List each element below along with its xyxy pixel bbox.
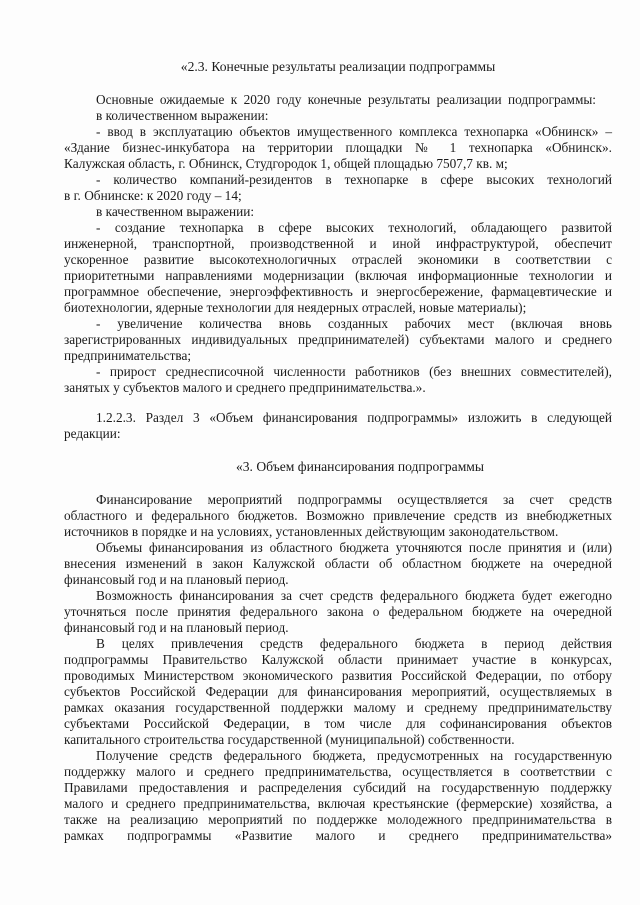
text-line: подпрограммы Правительство Калужской области принимает участие в конкурсах,: [64, 652, 612, 667]
text-line: Получение средств федерального бюджета, предусмотренных на государственную: [96, 748, 612, 763]
text-line: В целях привлечения средств федерального бюджета в период действия: [96, 636, 612, 651]
text-line: субъектами Российской Федерации, в том числе для софинансирования объектов: [64, 716, 612, 731]
text-line: областного и федерального бюджетов. Возможно привлечение средств из внебюджетных: [64, 508, 612, 523]
text-line: программное обеспечение, энергоэффективность и энергосбережение, фармацевтические и: [64, 284, 612, 299]
section-2-3-heading: «2.3. Конечные результаты реализации подпрограммы: [180, 59, 496, 74]
amendment-line: редакции:: [64, 426, 121, 441]
section-3-heading: «3. Объем финансирования подпрограммы: [235, 459, 485, 474]
text-line: - количество компаний-резидентов в технопарке в сфере высоких технологий: [96, 172, 612, 187]
text-line: - создание технопарка в сфере высоких технологий, обладающего развитой: [96, 220, 612, 235]
text-line: приоритетными направлениями модернизации (включая информационные технологии и: [64, 268, 612, 283]
text-line: поддержку малого и среднего предпринимательства, осуществляется в соответствии с: [64, 764, 612, 779]
text-line: уточняться после принятия федерального закона о федеральном бюджете на очередной: [64, 604, 612, 619]
text-line: субъектов Российской Федерации для финансирования мероприятий, осуществляемых в: [64, 684, 612, 699]
text-line: Основные ожидаемые к 2020 году конечные результаты реализации подпрограммы:: [96, 92, 596, 107]
text-line: инженерной, транспортной, производственной и иной инфраструктурой, обеспечит: [64, 236, 612, 251]
text-line: финансовый год и на плановый период.: [64, 572, 289, 587]
text-line: источников в порядке и на условиях, установленных действующим законодательством.: [64, 524, 559, 539]
text-line: капитального строительства государственной (муниципальной) собственности.: [64, 732, 515, 747]
text-line: Возможность финансирования за счет средств федерального бюджета будет ежегодно: [96, 588, 612, 603]
text-line: предпринимательства;: [64, 348, 192, 363]
text-line: - ввод в эксплуатацию объектов имущественного комплекса технопарка «Обнинск» –: [96, 124, 612, 139]
text-line: биотехнологии, ядерные технологии для неядерных отраслей, новые материалы);: [64, 300, 527, 315]
text-line: ускоренное развитие высокотехнологичных отраслей экономики в соответствии с: [64, 252, 612, 267]
text-line: в г. Обнинске: к 2020 году – 14;: [64, 188, 242, 203]
text-line: в количественном выражении:: [96, 108, 269, 123]
text-line: - прирост среднесписочной численности работников (без внешних совместителей),: [96, 364, 612, 379]
text-line: «Здание бизнес-инкубатора на территории площадки № 1 технопарка «Обнинск».: [64, 140, 612, 155]
text-line: проводимых Министерством экономического развития Российской Федерации, по отбору: [64, 668, 612, 683]
text-line: Калужская область, г. Обнинск, Студгородок 1, общей площадью 7507,7 кв. м;: [64, 156, 508, 171]
text-line: финансовый год и на плановый период.: [64, 620, 289, 635]
text-line: занятых у субъектов малого и среднего предпринимательства.».: [64, 380, 426, 395]
text-line: зарегистрированных индивидуальных предпринимателей) субъектами малого и среднего: [64, 332, 612, 347]
text-line: также на реализацию мероприятий по поддержке молодежного предпринимательства в: [64, 812, 612, 827]
amendment-line: 1.2.2.3. Раздел 3 «Объем финансирования подпрограммы» изложить в следующей: [96, 410, 612, 425]
text-line: рамках подпрограммы «Развитие малого и среднего предпринимательства»: [64, 828, 612, 843]
text-line: в качественном выражении:: [96, 204, 255, 219]
text-line: Правилами предоставления и распределения субсидий на государственную поддержку: [64, 780, 612, 795]
text-line: Финансирование мероприятий подпрограммы осуществляется за счет средств: [96, 492, 612, 507]
text-line: малого и среднего предпринимательства, включая крестьянские (фермерские) хозяйства, а: [64, 796, 612, 811]
text-line: внесения изменений в закон Калужской области об областном бюджете на очередной: [64, 556, 612, 571]
text-line: Объемы финансирования из областного бюджета уточняются после принятия и (или): [96, 540, 612, 555]
text-line: - увеличение количества вновь созданных рабочих мест (включая вновь: [96, 316, 612, 331]
text-line: рамках оказания государственной поддержки малому и среднему предпринимательству: [64, 700, 612, 715]
